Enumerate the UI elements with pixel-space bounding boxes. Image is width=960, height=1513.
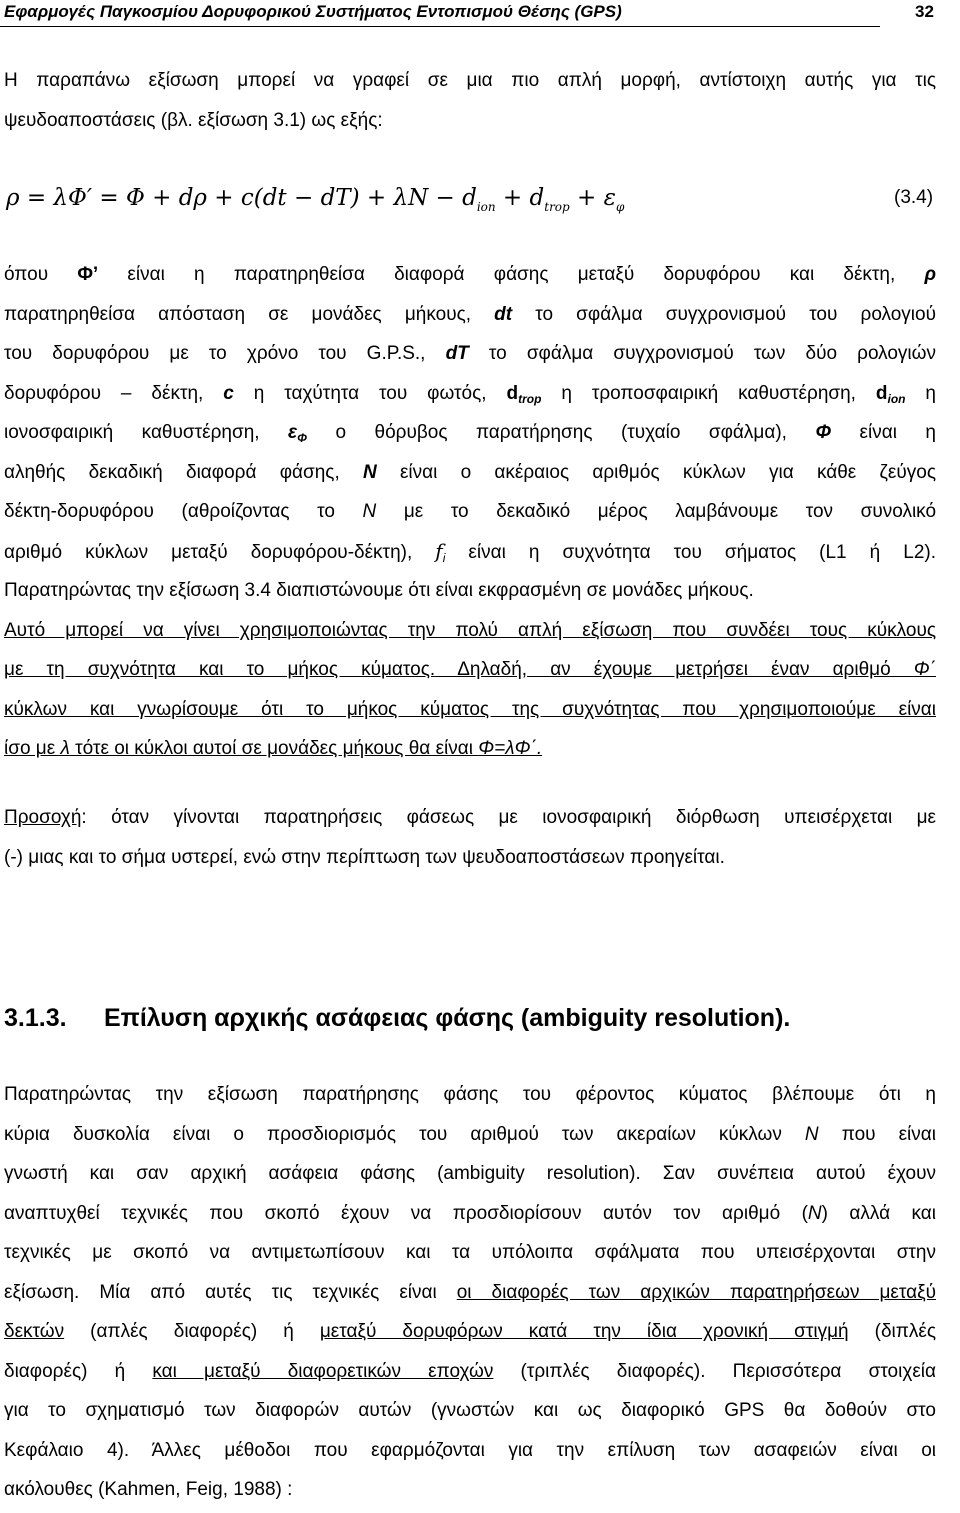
text-line: δορυφόρου – δέκτη, c η ταχύτητα του φωτός, $d_{trop}$ η τροποσφαιρική καθυστέρηση, $d_{ion}$ η bbox=[4, 382, 936, 406]
text-line: ακόλουθες (Kahmen, Feig, 1988) : bbox=[4, 1479, 293, 1500]
text-line: για το σχηματισμό των διαφορών αυτών (γνωστών και ως διαφορικό GPS θα δοθούν στο bbox=[4, 1400, 936, 1421]
text-line: (-) μιας και το σήμα υστερεί, ενώ στην περίπτωση των ψευδοαποστάσεων προηγείται. bbox=[4, 846, 725, 868]
text-line: δέκτη-δορυφόρου (αθροίζοντας το N με το δεκαδικό μέρος λαμβάνουμε τον συνολικό bbox=[4, 501, 937, 522]
text-line: Προσοχή: όταν γίνονται παρατηρήσεις φάσεως με ιονοσφαιρική διόρθωση υπεισέρχεται με bbox=[4, 807, 936, 828]
text-line: δεκτών (απλές διαφορές) ή μεταξύ δορυφόρων κατά την ίδια χρονική στιγμή (διπλές bbox=[4, 1321, 937, 1342]
text-line: Αυτό μπορεί να γίνει χρησιμοποιώντας την πολύ απλή εξίσωση που συνδέει τους κύκλους bbox=[4, 619, 936, 641]
note-label: Προσοχή bbox=[4, 807, 82, 828]
text-line: αριθμό κύκλων μεταξύ δορυφόρου-δέκτη), $f_i$ είναι η συχνότητα του σήματος (L1 ή L2). bbox=[4, 538, 937, 565]
text-line: Κεφάλαιο 4). Άλλες μέθοδοι που εφαρμόζονται για την επίλυση των ασαφειών είναι οι bbox=[4, 1439, 936, 1461]
text-line: Παρατηρώντας την εξίσωση παρατήρησης φάσης του φέροντος κύματος βλέπουμε ότι η bbox=[4, 1084, 936, 1105]
definitions-paragraph bbox=[4, 255, 936, 769]
page-header bbox=[0, 0, 880, 27]
text-line: Η παραπάνω εξίσωση μπορεί να γραφεί σε μια πιο απλή μορφή, αντίστοιχη αυτής για τις bbox=[4, 70, 936, 91]
equation-3-4 bbox=[6, 180, 956, 216]
text-line: διαφορές) ή και μεταξύ διαφορετικών εποχών (τριπλές διαφορές). Περισσότερα στοιχεία bbox=[4, 1360, 936, 1382]
section-number: 3.1.3. bbox=[4, 1004, 67, 1032]
section-title: Επίλυση αρχικής ασάφειας φάσης (ambiguity resolution). bbox=[104, 1004, 791, 1032]
text-line: Παρατηρώντας την εξίσωση 3.4 διαπιστώνουμε ότι είναι εκφρασμένη σε μονάδες μήκους. bbox=[4, 580, 754, 601]
text-line: κύκλων και γνωρίσουμε ότι το μήκος κύματος της συχνότητας που χρησιμοποιούμε είναι bbox=[4, 698, 936, 720]
text-line: κύρια δυσκολία είναι ο προσδιορισμός του αριθμού των ακεραίων κύκλων N που είναι bbox=[4, 1123, 936, 1145]
equation-formula: $\rho = \lambda\Phi' = \Phi + d\rho + c(dt - dT) + \lambda N - d_{ion} + d_{trop} + \varepsilon_\varphi$ bbox=[6, 185, 625, 214]
text-line: ψευδοαποστάσεις (βλ. εξίσωση 3.1) ως εξής: bbox=[4, 109, 383, 131]
header-title: Εφαρμογές Παγκοσμίου Δορυφορικού Συστήματος Εντοπισμού Θέσης (GPS) bbox=[4, 2, 622, 21]
text-line: αληθής δεκαδική διαφορά φάσης, N είναι ο ακέραιος αριθμός κύκλων για κάθε ζεύγος bbox=[4, 461, 936, 483]
text-line: του δορυφόρου με το χρόνο του G.P.S., dT το σφάλμα συγχρονισμού των δύο ρολογιών bbox=[4, 343, 936, 364]
intro-paragraph bbox=[4, 61, 936, 140]
text-line: με τη συχνότητα και το μήκος κύματος. Δηλαδή, αν έχουμε μετρήσει έναν αριθμό Φ΄ bbox=[4, 659, 937, 680]
section-heading bbox=[4, 1000, 790, 1036]
text-line: ίσο με λ τότε οι κύκλοι αυτοί σε μονάδες μήκους θα είναι Φ=λΦ΄. bbox=[4, 738, 543, 759]
text-line: όπου Φ’ είναι η παρατηρηθείσα διαφορά φάσης μεταξύ δορυφόρου και δέκτη, ρ bbox=[4, 264, 937, 285]
text-line: παρατηρηθείσα απόσταση σε μονάδες μήκους, dt το σφάλμα συγχρονισμού του ρολογιού bbox=[4, 303, 936, 325]
text-line: γνωστή και σαν αρχική ασάφεια φάσης (ambiguity resolution). Σαν συνέπεια αυτού έχουν bbox=[4, 1163, 936, 1184]
text-line: εξίσωση. Μία από αυτές τις τεχνικές είναι οι διαφορές των αρχικών παρατηρήσεων μεταξύ bbox=[4, 1281, 937, 1303]
text-line: αναπτυχθεί τεχνικές που σκοπό έχουν να προσδιορίσουν αυτόν τον αριθμό (N) αλλά και bbox=[4, 1202, 936, 1224]
note-paragraph bbox=[4, 798, 936, 877]
text-line: τεχνικές με σκοπό να αντιμετωπίσουν και τα υπόλοιπα σφάλματα που υπεισέρχονται στην bbox=[4, 1242, 936, 1263]
page-number: 32 bbox=[915, 2, 934, 21]
text-line: ιονοσφαιρική καθυστέρηση, $\varepsilon_\Phi$ ο θόρυβος παρατήρησης (τυχαίο σφάλμα), Φ είναι η bbox=[4, 422, 936, 445]
body-paragraph bbox=[4, 1075, 936, 1510]
equation-number: (3.4) bbox=[894, 187, 934, 208]
